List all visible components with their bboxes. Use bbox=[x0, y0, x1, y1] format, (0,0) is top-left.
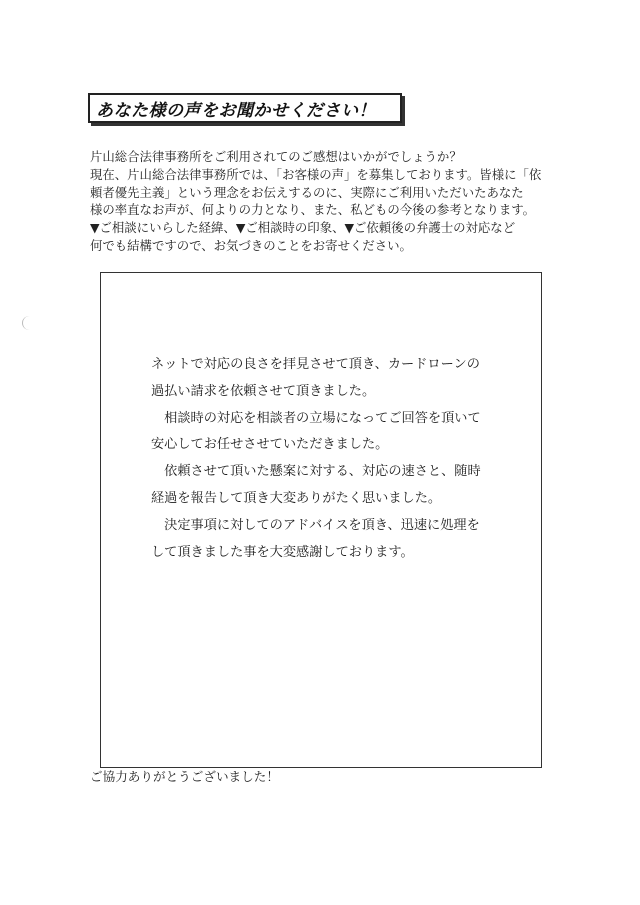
intro-line: 片山総合法律事務所をご利用されてのご感想はいかがでしょうか？ bbox=[90, 149, 462, 164]
comment-line: 経過を報告して頂き大変ありがたく思いました。 bbox=[151, 490, 442, 506]
closing-thanks: ご協力ありがとうございました！ bbox=[90, 769, 279, 784]
customer-comment-text bbox=[151, 352, 521, 566]
intro-line: 頼者優先主義」という理念をお伝えするのに、実際にご利用いただいたあなた bbox=[90, 184, 524, 200]
comment-line: 相談時の対応を相談者の立場になってご回答を頂いて bbox=[151, 410, 481, 426]
intro-line: 現在、片山総合法律事務所では、「お客様の声」を募集しております。皆様に「依 bbox=[90, 166, 542, 182]
scan-artifact bbox=[22, 316, 37, 330]
page-title: あなた様の声をお聞かせください！ bbox=[96, 100, 376, 121]
comment-line: 決定事項に対してのアドバイスを頂き、迅速に処理を bbox=[151, 517, 480, 533]
intro-paragraph bbox=[90, 148, 560, 255]
intro-line: 何でも結構ですので、お気づきのことをお寄せください。 bbox=[90, 237, 412, 253]
comment-line: ネットで対応の良さを拝見させて頂き、カードローンの bbox=[151, 357, 480, 372]
intro-line: 様の率直なお声が、何よりの力となり、また、私どもの今後の参考となります。 bbox=[90, 202, 536, 218]
comment-line: 過払い請求を依頼させて頂きました。 bbox=[151, 383, 376, 399]
intro-line: ▼ご相談にいらした経緯、▼ご相談時の印象、▼ご依頼後の弁護士の対応など bbox=[90, 220, 516, 236]
title-banner bbox=[88, 93, 402, 123]
comment-line: 安心してお任せさせていただきました。 bbox=[151, 437, 389, 453]
comment-line: して頂きました事を大変感謝しております。 bbox=[151, 544, 414, 560]
comment-line: 依頼させて頂いた懸案に対する、対応の速さと、随時 bbox=[151, 464, 481, 480]
